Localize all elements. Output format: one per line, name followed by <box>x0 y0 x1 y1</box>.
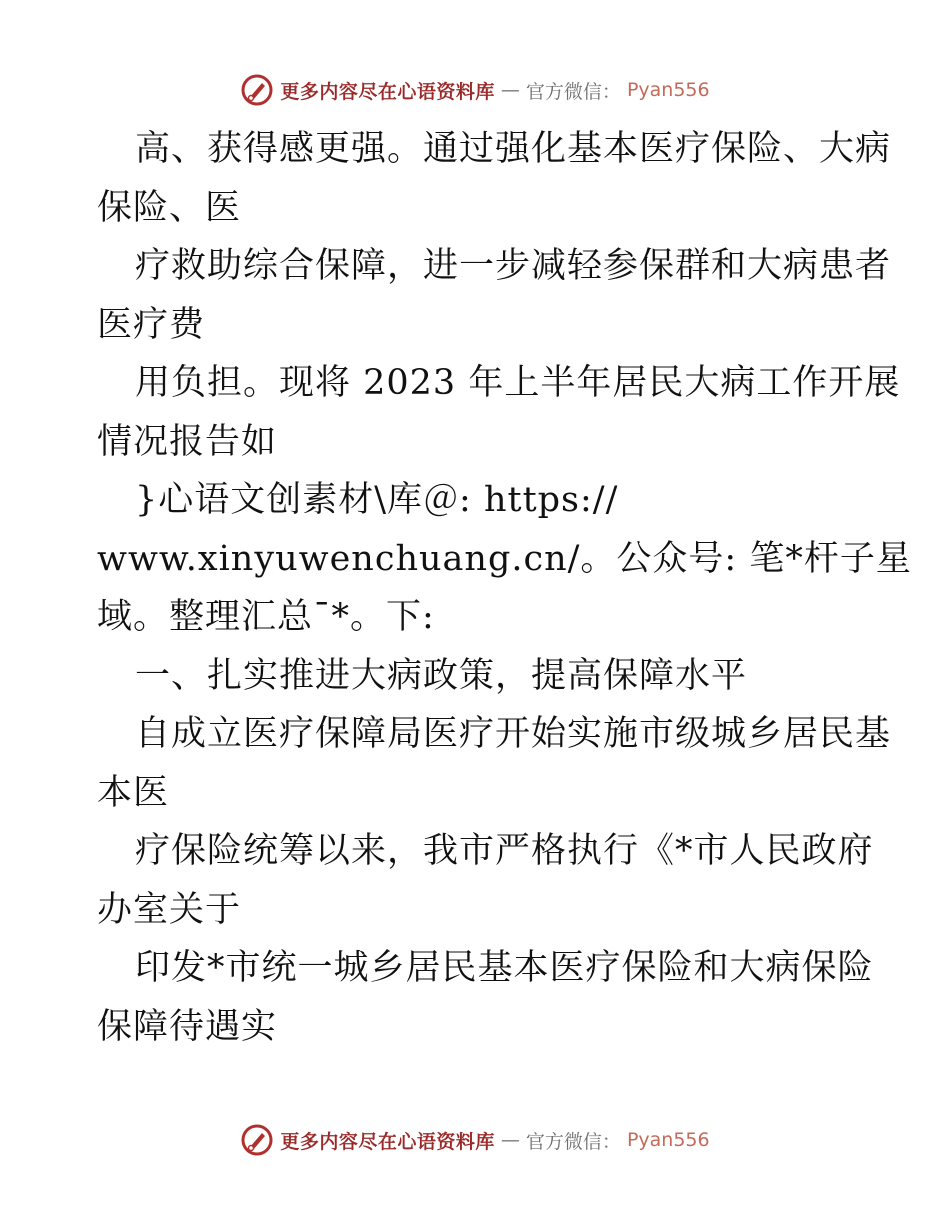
text-line: 一、扎实推进大病政策，提高保障水平 <box>135 655 748 696</box>
text-line: 情况报告如 <box>97 421 278 462</box>
watermark-wechat-id: Pyan556 <box>626 1129 710 1151</box>
text-line: 保险、医 <box>97 187 242 228</box>
header-watermark <box>0 70 950 110</box>
text-line: 医疗费 <box>97 304 206 345</box>
pen-logo-icon <box>240 1123 274 1157</box>
watermark-separator: — <box>500 79 520 101</box>
watermark-wechat-id: Pyan556 <box>626 79 710 101</box>
text-line: 域。整理汇总¯*。下: <box>97 597 435 637</box>
text-line: 自成立医疗保障局医疗开始实施市级城乡居民基 <box>135 714 892 754</box>
text-line: 保障待遇实 <box>97 1006 278 1047</box>
document-body <box>97 120 912 1056</box>
text-line: 疗救助综合保障，进一步减轻参保群和大病患者 <box>135 246 892 286</box>
pen-logo-icon <box>240 73 274 107</box>
text-line: 用负担。现将 2023 年上半年居民大病工作开展 <box>135 363 901 403</box>
watermark-text: 更多内容尽在心语资料库 <box>280 80 495 103</box>
text-line: 印发*市统一城乡居民基本医疗保险和大病保险 <box>135 948 874 988</box>
watermark-separator: — <box>500 1129 520 1151</box>
text-line: 高、获得感更强。通过强化基本医疗保险、大病 <box>135 129 892 169</box>
watermark-text: 更多内容尽在心语资料库 <box>280 1130 495 1153</box>
text-line: 办室关于 <box>97 889 242 930</box>
text-line: www.xinyuwenchuang.cn/。公众号: 笔*杆子星 <box>97 538 912 579</box>
text-line: 本医 <box>97 772 170 813</box>
footer-watermark <box>0 1120 950 1160</box>
text-line: 疗保险统筹以来，我市严格执行《*市人民政府 <box>135 831 874 871</box>
text-line: }心语文创素材\库＠: https:// <box>135 480 619 520</box>
watermark-label: 官方微信： <box>525 80 621 103</box>
watermark-label: 官方微信： <box>525 1130 621 1153</box>
